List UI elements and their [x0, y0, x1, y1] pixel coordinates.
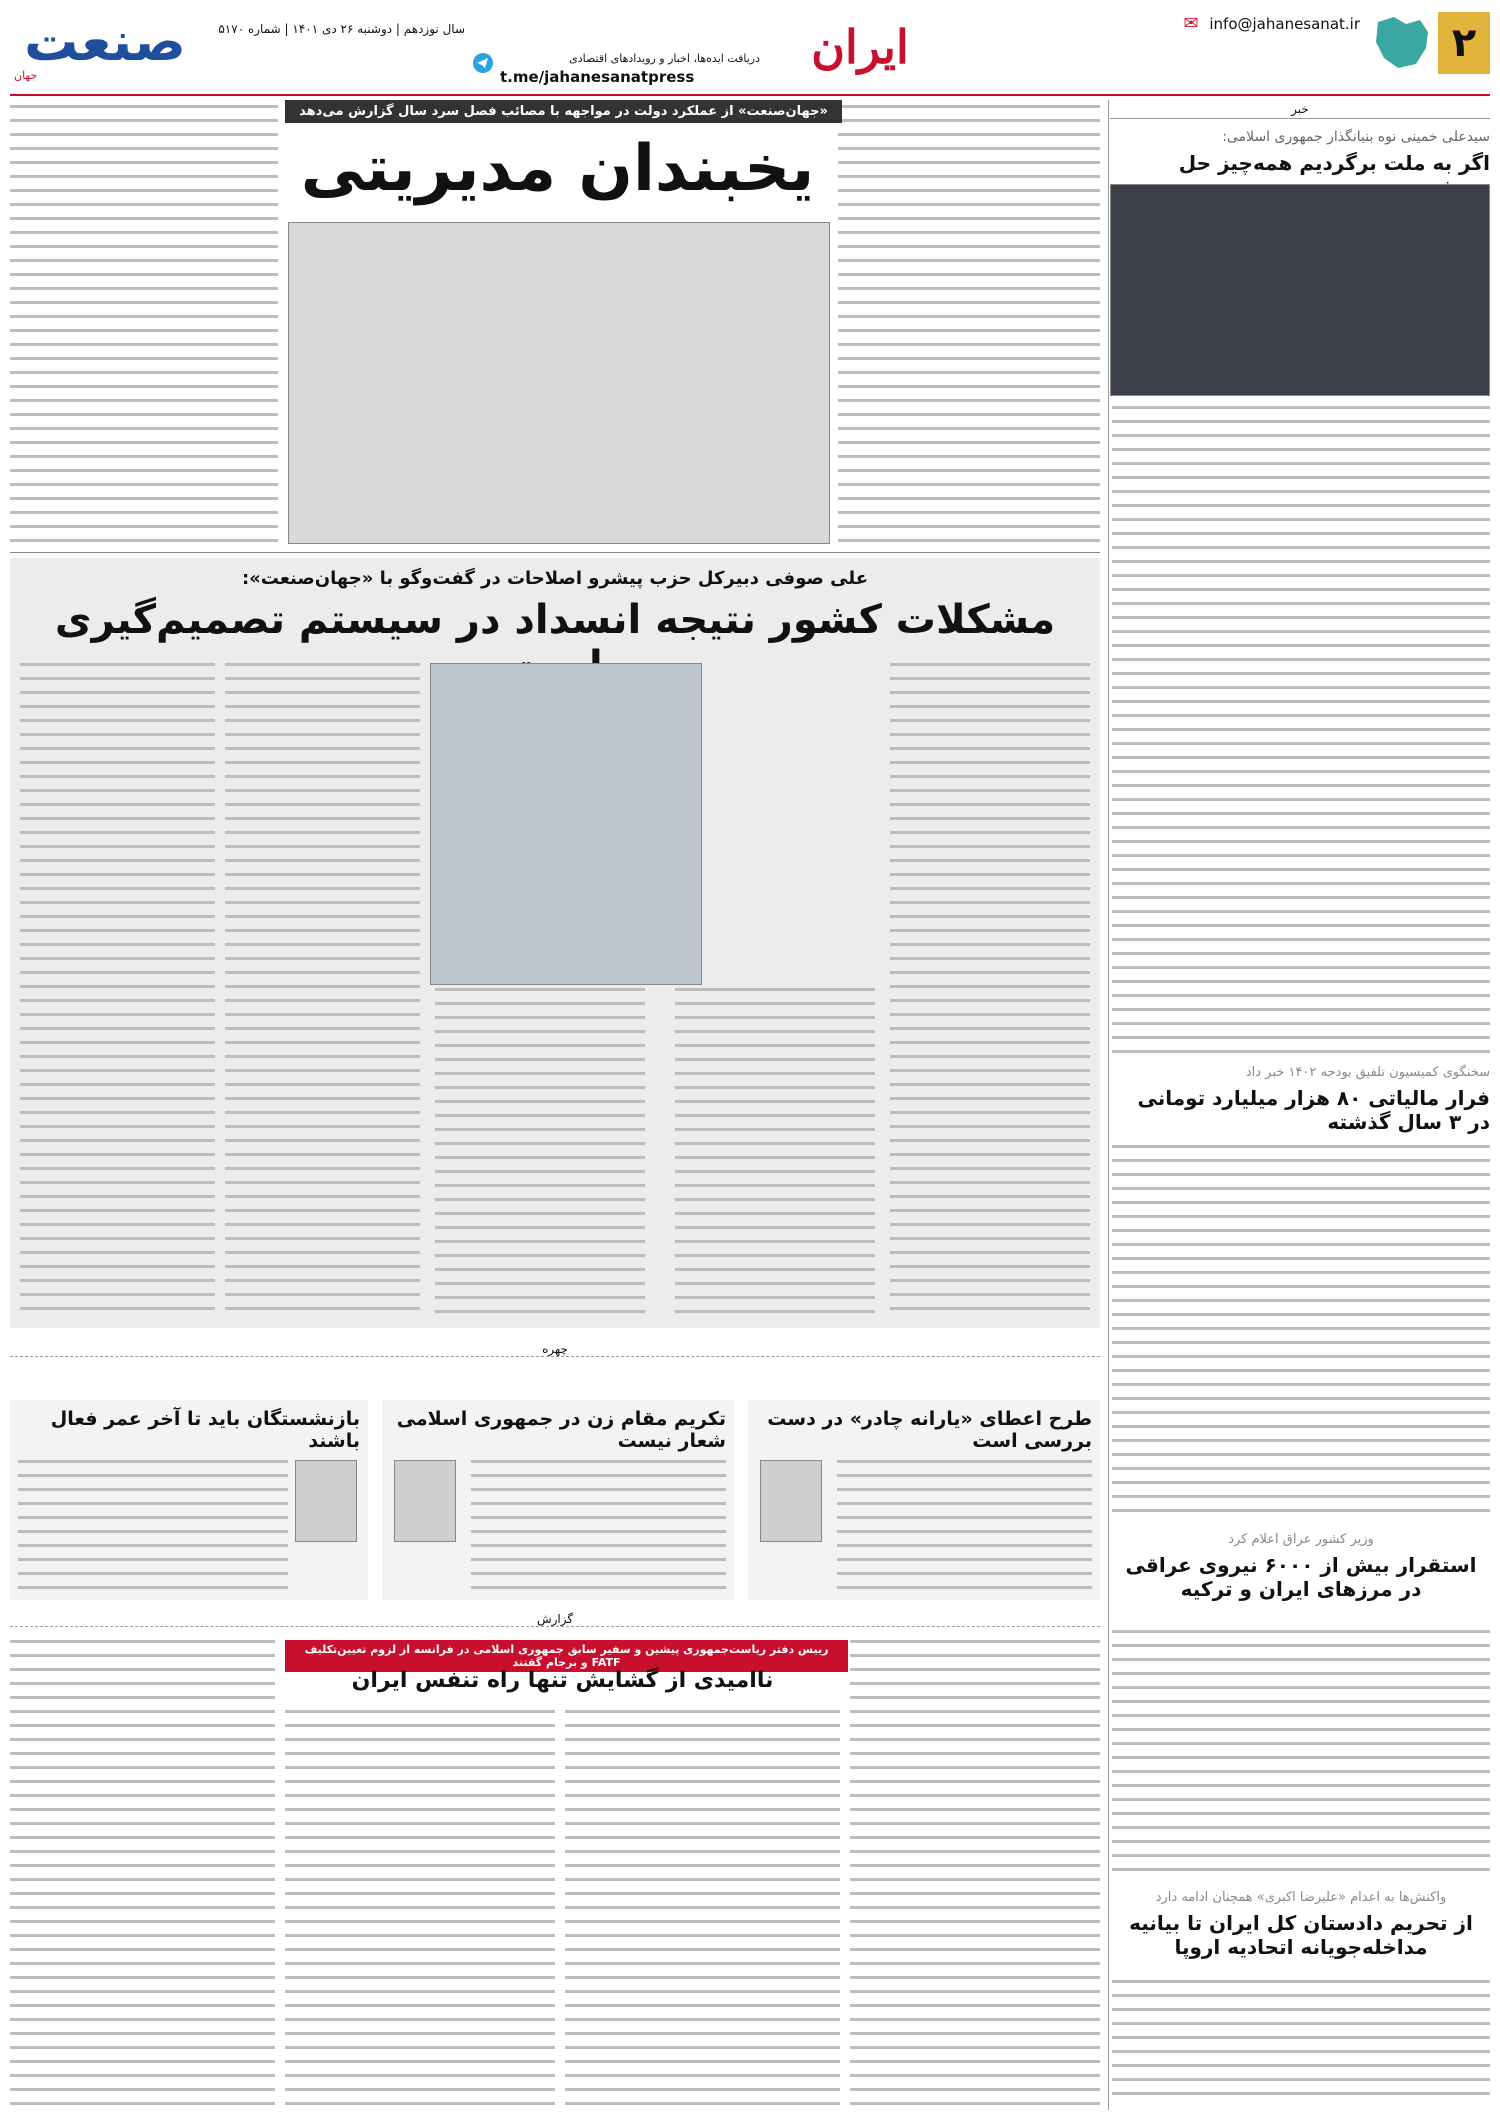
face-item-3-body	[18, 1460, 288, 1590]
story3-headline: استقرار بیش از ۶۰۰۰ نیروی عراقی در مرزهای ایران و ترکیه	[1125, 1553, 1477, 1601]
interview-headline: مشکلات کشور نتیجه انسداد در سیستم تصمیم‌گیری	[54, 597, 1056, 643]
report-col-mid1	[565, 1710, 840, 2110]
story3-body	[1112, 1630, 1490, 1880]
report-kicker: رییس دفتر ریاست‌جمهوری پیشین و سفیر سابق جمهوری اسلامی در فرانسه از لزوم تعیین‌تکلیف FATF و برجام گفتند	[285, 1640, 848, 1672]
main-rule	[10, 552, 1100, 553]
interview-photo	[430, 663, 702, 985]
main-col-right	[838, 105, 1100, 545]
faces-label: چهره	[10, 1342, 1100, 1357]
header-rule	[10, 94, 1490, 96]
face-item-1	[748, 1400, 1100, 1600]
story4	[1112, 1890, 1490, 1959]
story2	[1112, 1065, 1490, 1134]
report-headline: ناامیدی از گشایش تنها راه تنفس ایران	[351, 1668, 774, 1693]
story3	[1112, 1532, 1490, 1601]
story2-kicker: سخنگوی کمیسیون تلفیق بودجه ۱۴۰۲ خبر داد	[1245, 1065, 1490, 1080]
issue-info: سال نوزدهم | دوشنبه ۲۶ دی ۱۴۰۱ | شماره ۵۱۷۰	[218, 22, 465, 36]
face-item-2	[382, 1400, 734, 1600]
interview-col4	[225, 663, 420, 1313]
main-col-left	[10, 105, 278, 545]
report-col-mid2	[285, 1710, 555, 2110]
telegram-link[interactable]: t.me/jahanesanatpress	[500, 68, 695, 86]
interview-col2	[675, 988, 875, 1313]
contact-email[interactable]: info@jahanesanat.ir	[1209, 15, 1360, 33]
telegram-icon	[472, 52, 494, 74]
interview-box	[10, 558, 1100, 1328]
brand-logo	[10, 10, 200, 82]
face-item-2-headline: تکریم مقام زن در جمهوری اسلامی شعار نیست	[396, 1408, 726, 1452]
page-number: ۲	[1438, 12, 1490, 74]
interview-col1	[890, 663, 1090, 1313]
face-item-3-photo	[295, 1460, 357, 1542]
report-col-right	[850, 1640, 1100, 2110]
iran-map-icon	[1372, 14, 1432, 72]
story2-headline: فرار مالیاتی ۸۰ هزار میلیارد تومانی در ۳ سال گذشته	[1137, 1086, 1490, 1134]
story3-kicker: وزیر کشور عراق اعلام کرد	[1228, 1532, 1374, 1547]
email-icon: ✉	[1183, 13, 1199, 34]
main-kicker: «جهان‌صنعت» از عملکرد دولت در مواجهه با مصائب فصل سرد سال گزارش می‌دهد	[285, 100, 842, 123]
interview-kicker: علی صوفی دبیرکل حزب پیشرو اصلاحات در گفت‌وگو با «جهان‌صنعت»:	[241, 568, 869, 589]
sidebar-divider	[1108, 100, 1109, 2110]
face-item-2-body	[471, 1460, 726, 1590]
story1-body	[1112, 406, 1490, 1056]
news-label: خبر	[1110, 100, 1490, 119]
face-item-2-photo	[394, 1460, 456, 1542]
main-headline: یخبندان مدیریتی	[300, 132, 815, 206]
brand-name: صنعت	[24, 10, 186, 73]
face-item-3	[10, 1400, 368, 1600]
report-label: گزارش	[10, 1612, 1100, 1627]
telegram-caption: دریافت ایده‌ها، اخبار و رویدادهای اقتصادی	[569, 52, 760, 65]
email-line	[1060, 10, 1360, 38]
sidebar	[1110, 100, 1490, 2110]
face-item-1-photo	[760, 1460, 822, 1542]
face-item-1-body	[837, 1460, 1092, 1590]
story2-body	[1112, 1145, 1490, 1520]
story1-headline: اگر به ملت برگردیم همه‌چیز حل	[1178, 151, 1490, 175]
brand-small: جهان	[14, 69, 38, 82]
story4-kicker: واکنش‌ها به اعدام «علیرضا اکبری» همچنان ادامه دارد	[1155, 1890, 1447, 1905]
face-item-1-headline: طرح اعطای «یارانه چادر» در دست بررسی است	[767, 1408, 1092, 1452]
masthead	[0, 0, 1500, 95]
main-photo-snow-road	[288, 222, 830, 544]
face-item-3-headline: بازنشستگان باید تا آخر عمر فعال باشند	[50, 1408, 360, 1452]
story1-kicker: سیدعلی خمینی نوه بنیانگذار جمهوری اسلامی:	[1222, 129, 1490, 145]
story4-body	[1112, 1980, 1490, 2100]
interview-col3	[435, 988, 645, 1313]
story1-photo	[1110, 184, 1490, 396]
section-title: ایران	[811, 20, 909, 74]
story4-headline: از تحریم دادستان کل ایران تا بیانیه مداخله‌جویانه اتحادیه اروپا	[1129, 1911, 1473, 1959]
interview-col5	[20, 663, 215, 1313]
report-col-left	[10, 1640, 275, 2110]
